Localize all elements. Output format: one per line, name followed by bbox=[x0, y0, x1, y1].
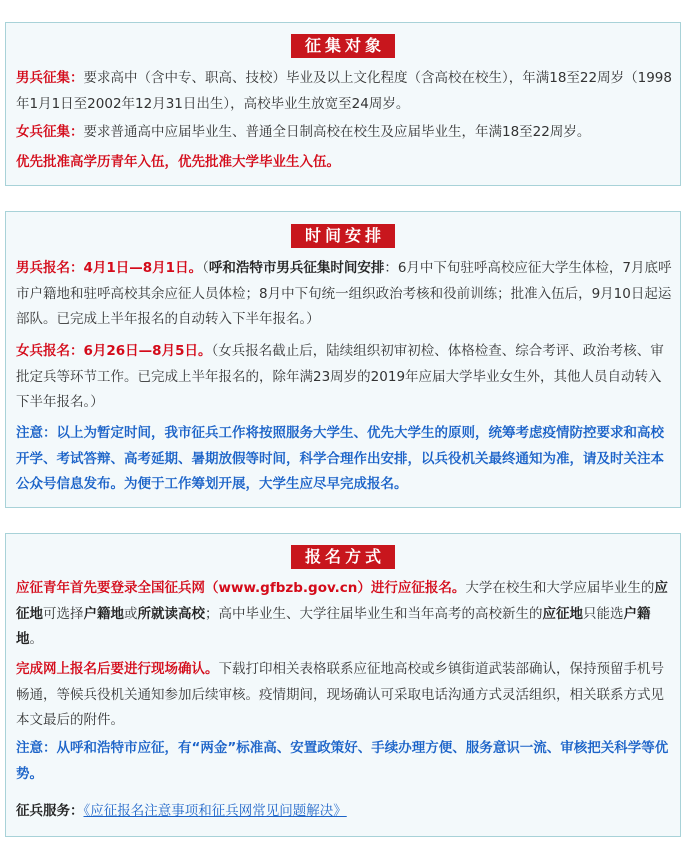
female-schedule-paragraph bbox=[16, 339, 672, 416]
registration-p1-text-5: 只能选 bbox=[583, 605, 624, 622]
registration-p1-red: 应征青年首先要登录全国征兵网（www.gfbzb.gov.cn）进行应征报名。 bbox=[16, 580, 466, 596]
female-recruit-text: 要求普通高中应届毕业生、普通全日制高校在校生及应届毕业生，年满18至22周岁。 bbox=[83, 124, 591, 140]
service-row bbox=[16, 799, 672, 825]
priority-text: 优先批准高学历青年入伍，优先批准大学毕业生入伍。 bbox=[16, 154, 340, 170]
male-schedule-text: ：6月中下旬驻呼高校应征大学生体检，7月底呼市户籍地和驻呼高校其余应征人员体检；8月中下旬统一组织政治考核和役前训练；批准入伍后，9月10日起运部队。已完成上半年报名的自动转入下半年报名。） bbox=[16, 260, 672, 327]
registration-p1-text-4: ；高中毕业生、大学往届毕业生和当年高考的高校新生的 bbox=[205, 605, 543, 622]
schedule-section bbox=[5, 211, 681, 508]
service-label: 征兵服务： bbox=[16, 803, 84, 819]
registration-p1-text-2: 可选择 bbox=[43, 605, 84, 622]
registration-p1-text-3: 或 bbox=[124, 605, 138, 622]
registration-p1-bold-5: 户籍地 bbox=[16, 605, 651, 647]
registration-p2-text: 下载打印相关表格联系应征地高校或乡镇街道武装部确认，保持预留手机号畅通，等候兵役机关通知参加后续审核。疫情期间，现场确认可采取电话沟通方式灵活组织，相关联系方式见本文最后的附件。 bbox=[16, 661, 664, 728]
female-recruit-label: 女兵征集： bbox=[16, 124, 84, 140]
registration-p1-text-1: 大学在校生和大学应届毕业生的 bbox=[465, 580, 655, 596]
registration-notice: 注意：从呼和浩特市应征，有“两金”标准高、安置政策好、手续办理方便、服务意识一流、审核把关科学等优势。 bbox=[16, 740, 669, 782]
registration-p1-text-6: 。 bbox=[29, 631, 43, 647]
section-title-recruit-targets: 征集对象 bbox=[291, 34, 395, 58]
section-title-registration: 报名方式 bbox=[291, 545, 395, 569]
male-recruit-paragraph bbox=[16, 66, 672, 117]
recruit-targets-section bbox=[5, 22, 681, 186]
schedule-notice: 注意：以上为暂定时间，我市征兵工作将按照服务大学生、优先大学生的原则，统筹考虑疫情防控要求和高校开学、考试答辩、高考延期、暑期放假等时间，科学合理作出安排，以兵役机关最终通知为准，请及时关注本公众号信息发布。为便于工作筹划开展，大学生应尽早完成报名。 bbox=[16, 425, 664, 492]
male-schedule-open: （ bbox=[202, 260, 209, 276]
female-recruit-paragraph bbox=[16, 120, 672, 146]
registration-p1-bold-2: 户籍地 bbox=[83, 605, 124, 622]
registration-paragraph-2 bbox=[16, 657, 672, 734]
section-title-schedule: 时间安排 bbox=[291, 224, 395, 248]
registration-p2-red: 完成网上报名后要进行现场确认。 bbox=[16, 661, 219, 677]
female-schedule-label: 女兵报名：6月26日—8月5日。 bbox=[16, 343, 212, 359]
registration-p1-bold-1: 应征地 bbox=[16, 580, 668, 622]
male-schedule-label: 男兵报名：4月1日—8月1日。 bbox=[16, 260, 203, 276]
male-recruit-text: 要求高中（含中专、职高、技校）毕业及以上文化程度（含高校在校生），年满18至22周岁（1998年1月1日至2002年12月31日出生），高校毕业生放宽至24周岁。 bbox=[16, 70, 672, 112]
service-link[interactable]: 《应征报名注意事项和征兵网常见问题解决》 bbox=[83, 803, 347, 819]
male-schedule-paragraph bbox=[16, 256, 672, 333]
male-schedule-sub-label: 呼和浩特市男兵征集时间安排 bbox=[208, 260, 385, 276]
registration-p1-bold-4: 应征地 bbox=[542, 605, 583, 622]
registration-paragraph-1 bbox=[16, 576, 672, 653]
registration-section bbox=[5, 533, 681, 837]
male-recruit-label: 男兵征集： bbox=[16, 70, 84, 86]
registration-p1-bold-3: 所就读高校 bbox=[137, 605, 205, 622]
female-schedule-text: （女兵报名截止后，陆续组织初审初检、体格检查、综合考评、政治考核、审批定兵等环节工作。已完成上半年报名的，除年满23周岁的2019年应届大学毕业女生外，其他人员自动转入下半年报名。） bbox=[16, 343, 664, 410]
